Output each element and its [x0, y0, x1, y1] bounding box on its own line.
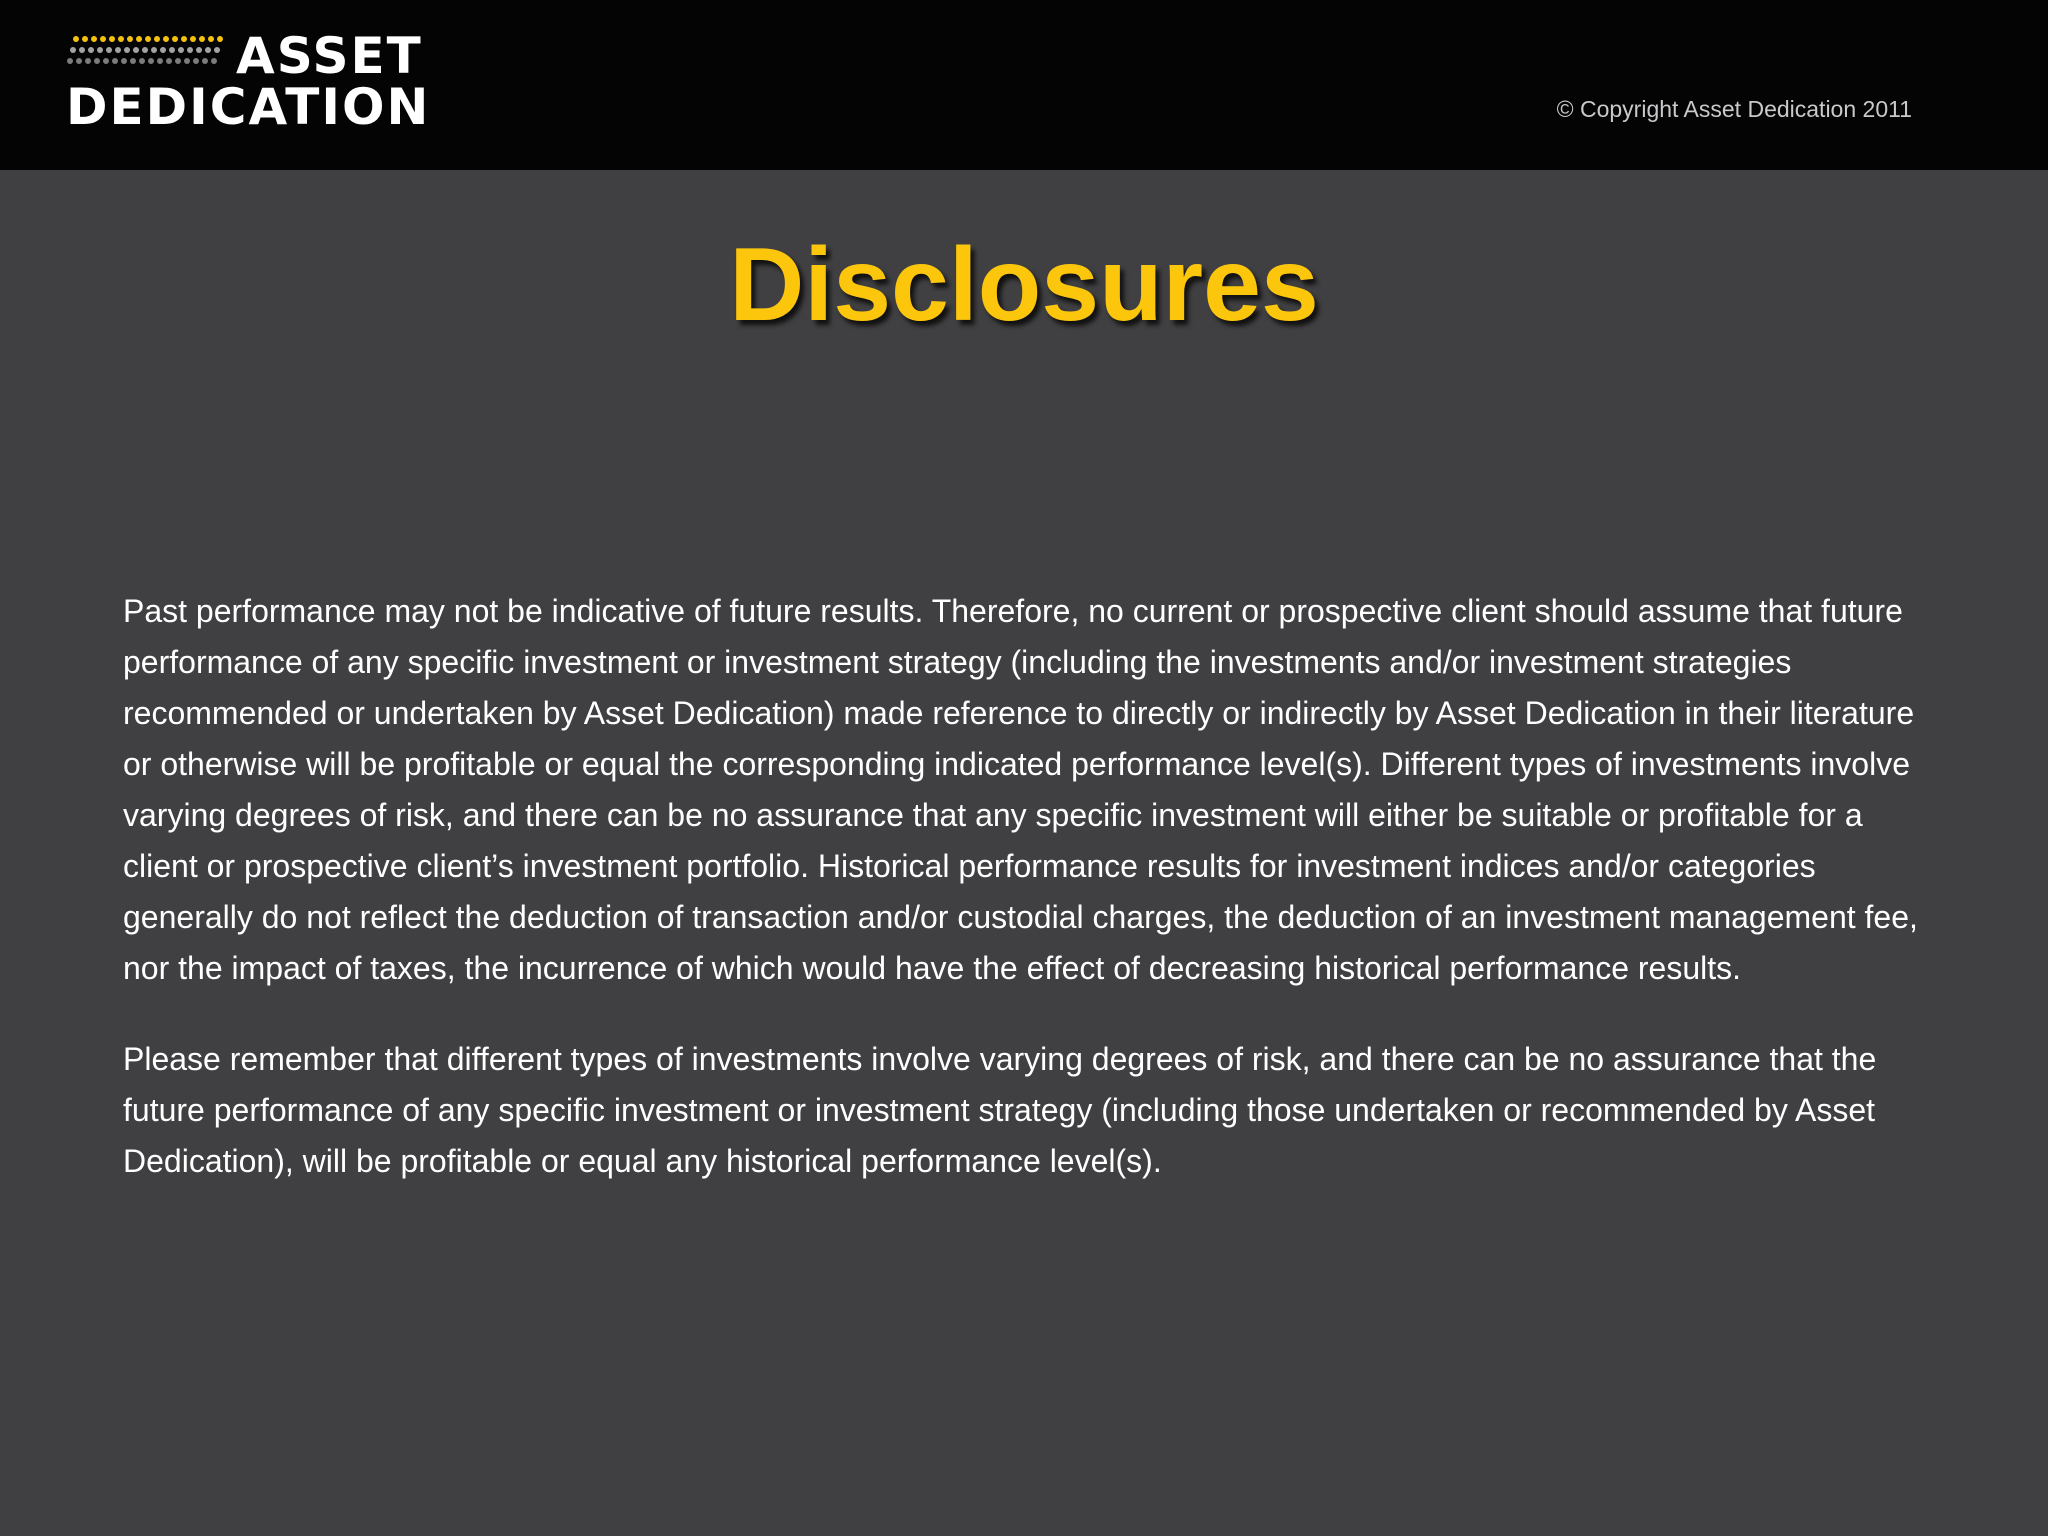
logo-dot-grid-icon [66, 30, 236, 74]
logo-text-dedication: DEDICATION [66, 78, 431, 136]
disclosure-paragraph: Please remember that different types of investments involve varying degrees of risk, and there can be no assurance that the future performance of any specific investment or investment strategy (including those undertaken or recommended by Asset Dedication), will be profitable or equal any historical performance level(s). [123, 1041, 1877, 1179]
header-bar [0, 0, 2048, 170]
page-title: Disclosures [729, 227, 1319, 343]
copyright-notice: © Copyright Asset Dedication 2011 [1556, 96, 1912, 122]
disclosure-body [123, 586, 1935, 1227]
logo-text-asset: ASSET [236, 27, 423, 85]
disclosure-paragraph: Past performance may not be indicative of future results. Therefore, no current or prospective client should assume that future performance of any specific investment or investment strategy (including the investments and/or investment strategies recommended or undertaken by Asset Dedication) made reference to directly or indirectly by Asset Dedication in their literature or otherwise will be profitable or equal the corresponding indicated performance level(s). Different types of investments involve varying degrees of risk, and there can be no assurance that any specific investment will either be suitable or profitable for a client or prospective client’s investment portfolio. Historical performance results for investment indices and/or categories generally do not reflect the deduction of transaction and/or custodial charges, the deduction of an investment management fee, nor the impact of taxes, the incurrence of which would have the effect of decreasing historical performance results. [123, 593, 1918, 986]
asset-dedication-logo [66, 27, 431, 136]
